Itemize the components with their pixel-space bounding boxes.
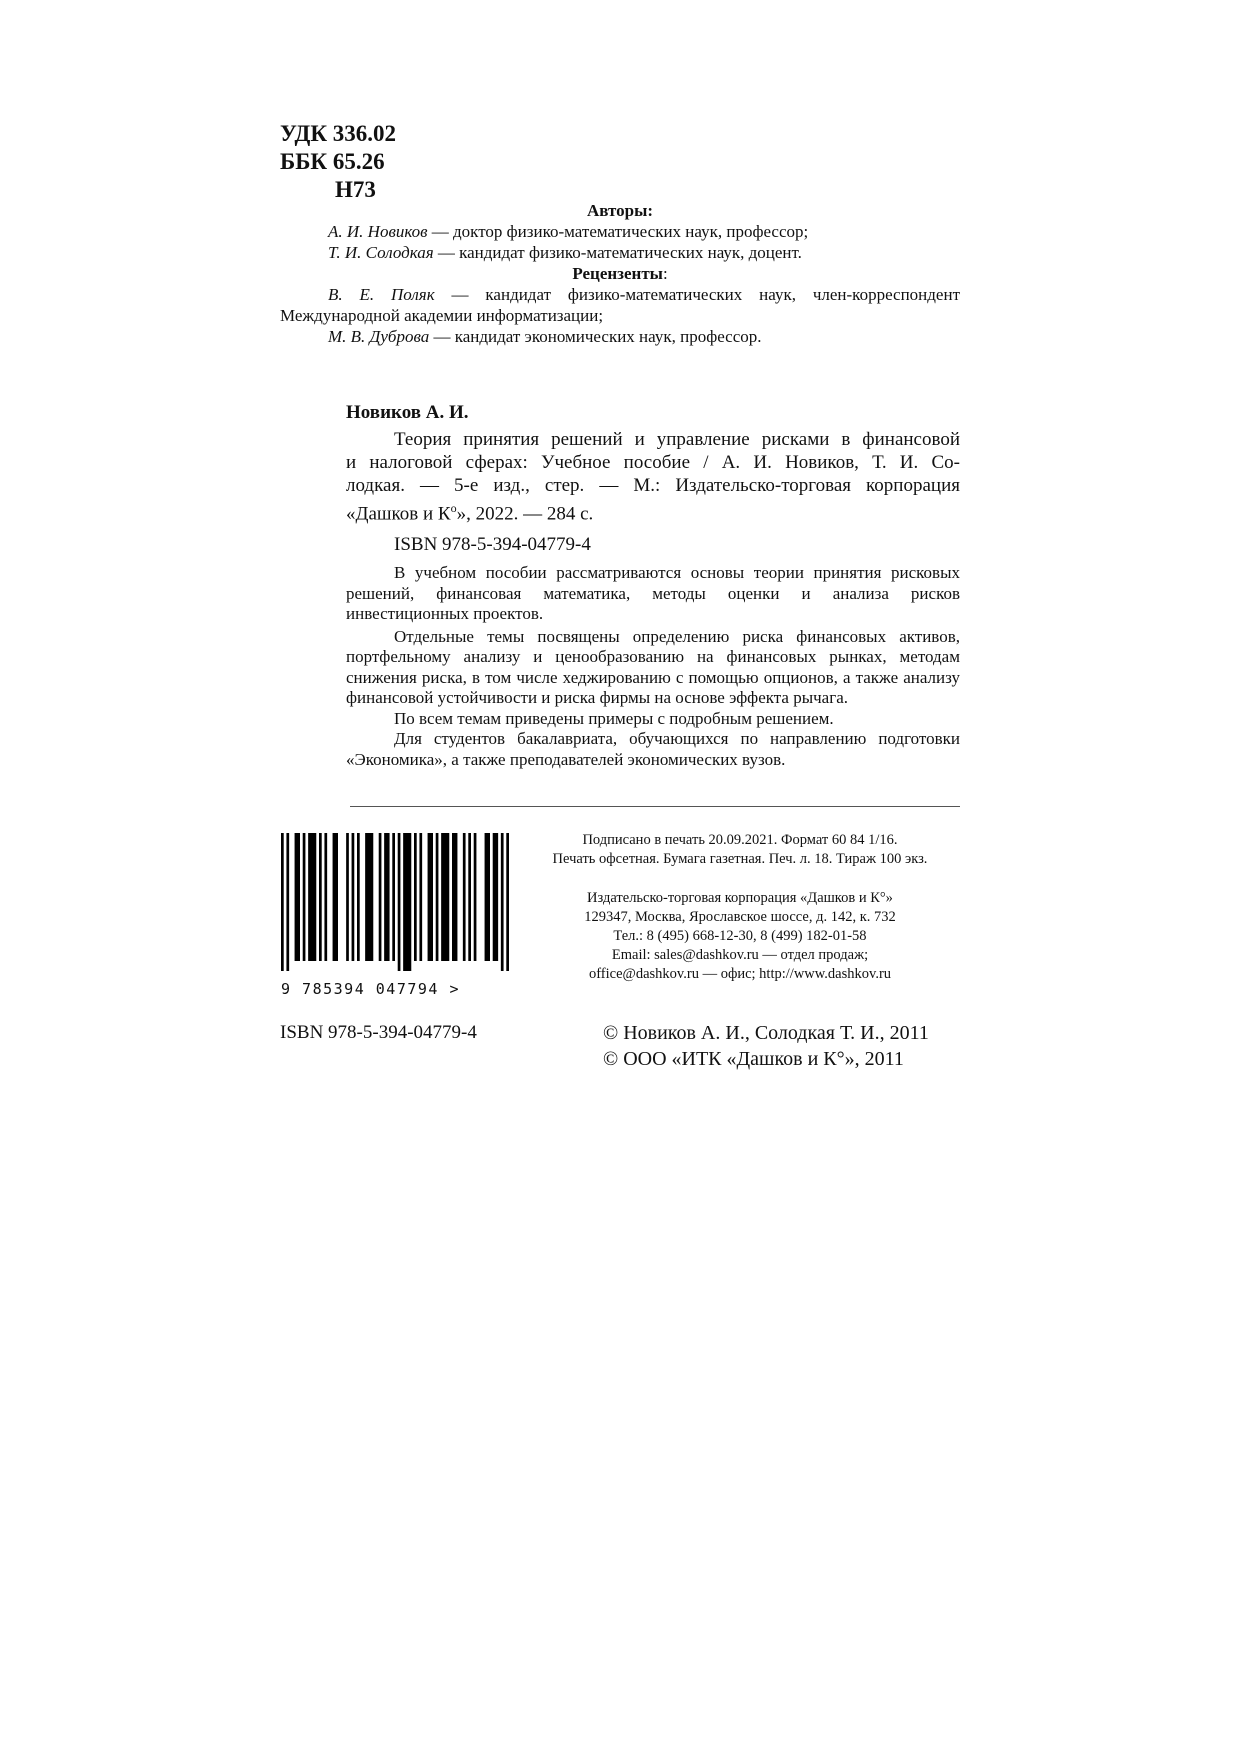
barcode-bar: [333, 833, 338, 961]
copyright-line: © ООО «ИТК «Дашков и К°», 2011: [603, 1048, 904, 1070]
author-desc: — кандидат физико-математических наук, доцент.: [433, 243, 802, 262]
isbn-barcode: [280, 833, 510, 971]
print-details: [520, 831, 960, 869]
abstract: [346, 563, 960, 770]
author-name: А. И. Новиков: [328, 222, 428, 241]
author-desc: — доктор физико-математических наук, профессор;: [427, 222, 809, 241]
authors-heading: Авторы:: [586, 201, 654, 220]
barcode-bar: [501, 833, 504, 971]
book-author-heading: Новиков А. И.: [346, 402, 469, 423]
publisher-line: Email: sales@dashkov.ru — отдел продаж;: [611, 947, 869, 963]
reviewers-heading: Рецензенты:: [572, 264, 668, 283]
credits-block: [280, 200, 960, 347]
imprint-line: Подписано в печать 20.09.2021. Формат 60 84 1/16.: [582, 832, 898, 848]
book-line: лодкая. — 5-е изд., стер. — М.: Издательско-торговая корпорация: [346, 475, 960, 496]
barcode-bar: [428, 833, 433, 961]
barcode-bar: [485, 833, 490, 961]
imprint-line: Печать офсетная. Бумага газетная. Печ. л. 18. Тираж 100 экз.: [552, 851, 928, 867]
barcode-bar: [414, 833, 417, 961]
bbk-code: ББК 65.26: [280, 149, 385, 174]
udk-code: УДК 336.02: [280, 121, 397, 146]
barcode-bar: [468, 833, 471, 961]
reviewer-entry: [280, 326, 960, 347]
author-entry: [280, 242, 960, 263]
abstract-paragraph: В учебном пособии рассматриваются основы теории принятия рисковых решений, финансовая математика, методы оценки и анализа рисков инвестиционных проектов.: [346, 563, 960, 623]
book-line: Теория принятия решений и управление рисками в финансовой: [394, 429, 960, 450]
copyright-block: [603, 1020, 929, 1072]
classification-codes: [280, 120, 396, 204]
author-mark: Н73: [335, 177, 376, 202]
author-name: Т. И. Солодкая: [328, 243, 434, 262]
book-line: и налоговой сферах: Учебное пособие / А. И. Новиков, Т. И. Со-: [346, 452, 960, 473]
barcode-bar: [357, 833, 360, 961]
barcode-bar: [436, 833, 439, 961]
isbn-bottom: ISBN 978-5-394-04779-4: [280, 1022, 477, 1043]
barcode-bar: [295, 833, 300, 961]
barcode-bar: [346, 833, 349, 961]
reviewer-name: М. В. Дуброва: [328, 327, 430, 346]
publisher-line: Издательско-торговая корпорация «Дашков и К°»: [587, 890, 893, 906]
reviewer-desc: — кандидат физико-математических наук, член-корреспондент: [434, 285, 960, 304]
author-entry: [280, 221, 960, 242]
barcode-bar: [398, 833, 401, 971]
reviewer-desc-cont: Международной академии информатизации;: [280, 306, 604, 325]
barcode-bar: [392, 833, 395, 961]
publisher-details: [520, 889, 960, 984]
copyright-line: © Новиков А. И., Солодкая Т. И., 2011: [603, 1022, 929, 1044]
barcode-bar: [324, 833, 327, 961]
barcode-bar: [384, 833, 389, 961]
barcode-bar: [352, 833, 355, 961]
publisher-line: 129347, Москва, Ярославское шоссе, д. 142, к. 732: [584, 909, 896, 925]
publisher-line: Тел.: 8 (495) 668-12-30, 8 (499) 182-01-58: [613, 928, 867, 944]
book-description: [346, 428, 960, 556]
barcode-bar: [463, 833, 466, 961]
barcode-bar: [286, 833, 289, 971]
barcode-bar: [319, 833, 322, 961]
book-line: «Дашков и $К^о$», 2022. — 284 с.: [346, 501, 594, 525]
barcode-bar: [308, 833, 316, 961]
barcode-bar: [441, 833, 449, 961]
reviewer-entry: [280, 284, 960, 305]
abstract-paragraph: Отдельные темы посвящены определению риска финансовых активов, портфельному анализу и ценообразованию на финансовых рынках, методам снижения риска, в том числе хеджированию с помощью опционов, а также анализу финансовой устойчивости и риска фирмы на основе эффекта рычага.: [346, 626, 960, 707]
publisher-line: office@dashkov.ru — офис; http://www.dashkov.ru: [588, 966, 892, 982]
abstract-paragraph: По всем темам приведены примеры с подробным решением.: [394, 708, 834, 728]
barcode-bar: [506, 833, 509, 971]
barcode-bar: [303, 833, 306, 961]
barcode-bar: [474, 833, 477, 961]
barcode-digits: 9 785394 047794 >: [281, 980, 461, 998]
divider: [350, 806, 960, 807]
book-isbn: ISBN 978-5-394-04779-4: [394, 534, 591, 556]
barcode-bar: [365, 833, 373, 961]
barcode-bar: [452, 833, 457, 961]
barcode-bar: [493, 833, 498, 961]
abstract-paragraph: Для студентов бакалавриата, обучающихся по направлению подготовки «Экономика», а также преподавателей экономических вузов.: [346, 729, 960, 769]
barcode-bar: [403, 833, 411, 971]
barcode-bar: [419, 833, 422, 961]
reviewer-name: В. Е. Поляк: [328, 285, 435, 304]
reviewer-desc: — кандидат экономических наук, профессор.: [429, 327, 762, 346]
barcode-bar: [379, 833, 382, 961]
barcode-bar: [281, 833, 284, 971]
